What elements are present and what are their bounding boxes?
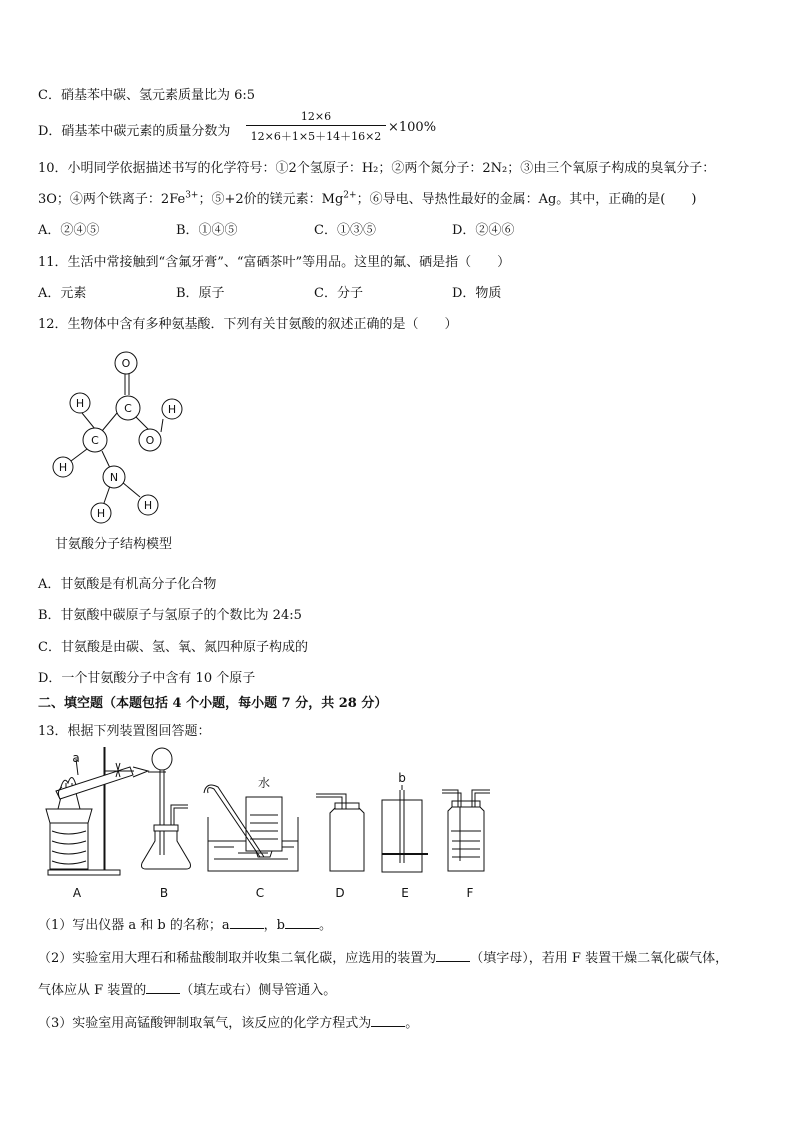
atom-label-h: H	[143, 499, 153, 512]
atom-label-n: N	[109, 471, 119, 484]
q9-option-d-prefix: D．硝基苯中碳元素的质量分数为	[38, 124, 231, 139]
apparatus-label-b: B	[159, 886, 169, 900]
atom-label-h: H	[96, 507, 106, 520]
fraction-denominator: 12×6＋1×5＋14＋16×2	[250, 130, 382, 143]
q13-sub1	[38, 914, 332, 933]
q13-sub1-text: （1）写出仪器 a 和 b 的名称；a	[38, 918, 230, 933]
q11-option-d: D．物质	[452, 286, 502, 301]
section-heading: 二、填空题（本题包括 4 个小题，每小题 7 分，共 28 分）	[38, 696, 388, 711]
q9-option-d-suffix: ×100%	[388, 120, 437, 135]
atom-label-o: O	[121, 357, 131, 370]
q13-sub3-text: （3）实验室用高锰酸钾制取氧气，该反应的化学方程式为	[38, 1016, 372, 1031]
q10-text-c: ；⑥导电、导热性最好的金属：Ag。其中，正确的是( )	[356, 192, 697, 207]
fraction-numerator: 12×6	[300, 110, 332, 123]
atom-label-c: C	[91, 434, 99, 447]
q12-option-d: D．一个甘氨酸分子中含有 10 个原子	[38, 671, 256, 686]
q13-sub2-text-a: （2）实验室用大理石和稀盐酸制取并收集二氧化碳，应选用的装置为	[38, 951, 437, 966]
bond-c-n	[102, 451, 110, 468]
bond-c-h-top	[82, 413, 95, 429]
bond-c-h-left	[71, 449, 87, 461]
label-a: a	[72, 751, 80, 765]
q13-sub1-end: 。	[318, 918, 332, 933]
q9-option-c: C．硝基苯中碳、氢元素质量比为 6:5	[38, 88, 256, 103]
answer-blank[interactable]	[371, 1014, 405, 1027]
q10-option-c: C．①③⑤	[314, 223, 376, 238]
apparatus-label-e: E	[401, 886, 409, 900]
q13-sub2-text-c: 气体应从 F 装置的	[38, 983, 147, 998]
answer-blank[interactable]	[436, 949, 470, 962]
answer-blank[interactable]	[230, 916, 264, 929]
label-water: 水	[257, 776, 271, 790]
apparatus-c	[204, 785, 298, 871]
atom-label-h: H	[167, 403, 177, 416]
q12-option-b: B．甘氨酸中碳原子与氢原子的个数比为 24:5	[38, 608, 302, 623]
q13-sub2-text-d: （填左或右）侧导管通入。	[180, 983, 337, 998]
q10-option-b: B．①④⑤	[176, 223, 238, 238]
q13-sub1-mid: ，b	[263, 918, 285, 933]
q13-sub3-end: 。	[405, 1016, 419, 1031]
q13-sub2-text-b: （填字母），若用 F 装置干燥二氧化碳气体，	[470, 951, 729, 966]
q12-stem: 12．生物体中含有多种氨基酸．下列有关甘氨酸的叙述正确的是（ ）	[38, 317, 458, 332]
bond-c-c	[102, 413, 117, 431]
q10-option-d: D．②④⑥	[452, 223, 515, 238]
q11-option-a: A．元素	[38, 286, 87, 301]
q11-stem: 11．生活中常接触到“含氟牙膏”、“富硒茶叶”等用品。这里的氟、硒是指（ ）	[38, 255, 511, 270]
q10-stem-line2	[38, 188, 696, 207]
q13-sub2-line1	[38, 947, 728, 966]
apparatus-a	[46, 747, 166, 875]
apparatus-e	[382, 785, 428, 872]
atom-label-o: O	[145, 434, 155, 447]
q13-sub3	[38, 1012, 418, 1031]
q10-sup-1: 3+	[185, 190, 199, 201]
label-b: b	[398, 771, 406, 785]
q10-text-b: ；⑤+2价的镁元素：Mg	[198, 192, 344, 207]
apparatus-f	[442, 790, 490, 871]
model-caption: 甘氨酸分子结构模型	[55, 537, 173, 552]
atom-label-c: C	[124, 402, 132, 415]
apparatus-b	[142, 748, 191, 869]
answer-blank[interactable]	[146, 981, 180, 994]
q10-option-a: A．②④⑤	[38, 223, 100, 238]
apparatus-label-f: F	[466, 886, 474, 900]
q12-option-a: A．甘氨酸是有机高分子化合物	[38, 577, 217, 592]
q10-sup-2: 2+	[343, 190, 357, 201]
q13-stem: 13．根据下列装置图回答题：	[38, 724, 211, 739]
atom-label-h: H	[75, 397, 85, 410]
q9-fraction	[246, 110, 386, 144]
q12-option-c: C．甘氨酸是由碳、氢、氧、氮四种原子构成的	[38, 640, 308, 655]
glycine-model-diagram	[40, 345, 200, 530]
bond-n-h-left	[104, 486, 110, 503]
apparatus-label-a: A	[72, 886, 82, 900]
apparatus-label-c: C	[255, 886, 265, 900]
q10-stem-line1: 10．小明同学依据描述书写的化学符号：①2个氢原子：H₂；②两个氮分子：2N₂；③由三个氧原子构成的臭氧分子：	[38, 161, 716, 176]
q10-text-a: 3O；④两个铁离子：2Fe	[38, 192, 186, 207]
q13-sub2-line2	[38, 979, 336, 998]
answer-blank[interactable]	[285, 916, 319, 929]
atom-label-h: H	[58, 461, 68, 474]
bond-o-h	[161, 419, 163, 432]
bond-n-h-right	[122, 482, 140, 497]
apparatus-figure	[38, 745, 508, 905]
apparatus-label-d: D	[335, 886, 345, 900]
apparatus-d	[316, 794, 364, 871]
q11-option-c: C．分子	[314, 286, 363, 301]
q11-option-b: B．原子	[176, 286, 225, 301]
